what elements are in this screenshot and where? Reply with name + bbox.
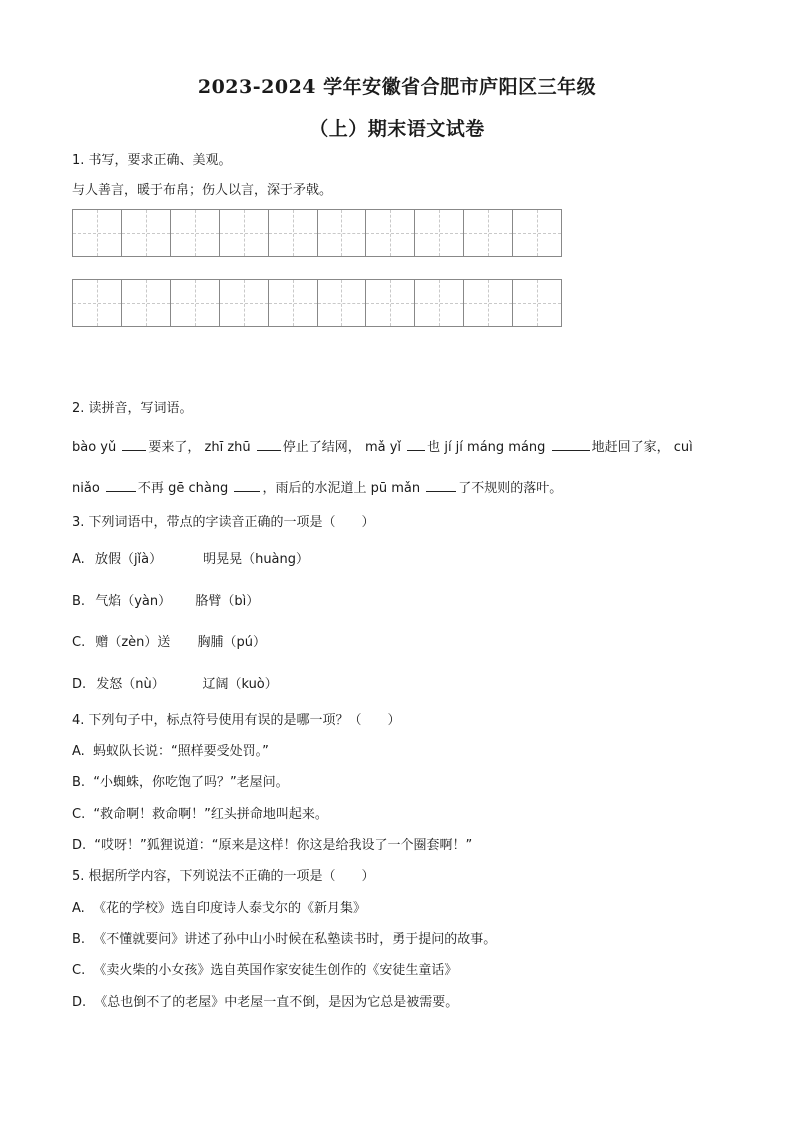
text-segment: 不再 — [137, 481, 164, 496]
grid-cell[interactable] — [268, 210, 317, 256]
option-word-2: 辽阔（kuò） — [202, 677, 278, 692]
text-segment: 停止了结网， — [282, 440, 361, 455]
option-label: B. — [72, 775, 86, 790]
answer-blank[interactable] — [234, 479, 260, 492]
text-segment: 地赶回了家， — [591, 440, 670, 455]
exam-title-line2: （上）期末语文试卷 — [309, 118, 485, 140]
answer-blank[interactable] — [407, 438, 425, 451]
grid-cell[interactable] — [414, 210, 463, 256]
pinyin-mayi: mǎ yǐ — [364, 440, 402, 455]
q4-option-c[interactable] — [72, 806, 328, 824]
q1-prompt: 1. 书写，要求正确、美观。 — [72, 153, 232, 168]
grid-cell[interactable] — [414, 280, 463, 326]
q4-option-b[interactable] — [72, 774, 289, 792]
q1-text: 与人善言，暖于布帛；伤人以言，深于矛戟。 — [72, 183, 333, 198]
option-label: A. — [72, 552, 85, 567]
option-text: “哎呀！”狐狸说道：“原来是这样！你这是给我设了一个圈套啊！” — [94, 838, 473, 853]
option-text: “救命啊！救命啊！”红头拼命地叫起来。 — [93, 807, 328, 822]
option-label: A. — [72, 744, 85, 759]
grid-cell[interactable] — [268, 280, 317, 326]
grid-cell[interactable] — [463, 280, 512, 326]
option-word-2: 明晃晃（huàng） — [203, 552, 310, 567]
option-text: 蚂蚁队长说：“照样要受处罚。” — [92, 744, 269, 759]
q2-line-1 — [72, 438, 693, 457]
exam-title-line1: 2023-2024 学年安徽省合肥市庐阳区三年级 — [197, 76, 597, 98]
q5-prompt: 5. 根据所学内容，下列说法不正确的一项是（ ） — [72, 869, 375, 884]
option-word-2: 胳臂（bì） — [195, 594, 260, 609]
pinyin-gechang: gē chàng — [168, 481, 229, 496]
writing-grid-row-1[interactable] — [72, 209, 562, 257]
grid-cell[interactable] — [365, 210, 414, 256]
answer-blank[interactable] — [257, 438, 281, 451]
option-text: “小蜘蛛，你吃饱了吗？”老屋问。 — [93, 775, 289, 790]
grid-cell[interactable] — [219, 280, 268, 326]
grid-cell[interactable] — [73, 280, 121, 326]
q3-option-b[interactable] — [72, 593, 259, 611]
q5-option-a[interactable] — [72, 900, 366, 918]
pinyin-cui: cuì — [673, 440, 693, 455]
pinyin-baoyu: bào yǔ — [72, 440, 117, 455]
grid-cell[interactable] — [121, 210, 170, 256]
text-segment: 要来了， — [148, 440, 201, 455]
option-text: 《不懂就要问》讲述了孙中山小时候在私塾读书时，勇于提问的故事。 — [93, 932, 497, 947]
text-segment: 也 — [427, 440, 441, 455]
grid-cell[interactable] — [365, 280, 414, 326]
answer-blank[interactable] — [426, 479, 456, 492]
option-label: A. — [72, 901, 85, 916]
pinyin-niao: niǎo — [72, 481, 100, 496]
option-label: C. — [72, 963, 86, 978]
grid-cell[interactable] — [73, 210, 121, 256]
grid-cell[interactable] — [170, 210, 219, 256]
q2-line-2 — [72, 479, 562, 498]
grid-cell[interactable] — [512, 280, 561, 326]
option-word-1: 发怒（nù） — [96, 677, 165, 692]
answer-blank[interactable] — [552, 438, 590, 451]
option-text: 《总也倒不了的老屋》中老屋一直不倒，是因为它总是被需要。 — [94, 995, 459, 1010]
q3-prompt: 3. 下列词语中，带点的字读音正确的一项是（ ） — [72, 515, 375, 530]
option-label: C. — [72, 807, 86, 822]
option-label: D. — [72, 677, 87, 692]
option-label: B. — [72, 594, 86, 609]
writing-grid-row-2[interactable] — [72, 279, 562, 327]
q5-option-d[interactable] — [72, 994, 458, 1012]
option-text: 《卖火柴的小女孩》选自英国作家安徒生创作的《安徒生童话》 — [93, 963, 458, 978]
option-word-1: 放假（jǐà） — [94, 552, 163, 567]
pinyin-jijimangmang: jí jí máng máng — [444, 440, 546, 455]
option-word-1: 赠（zèn）送 — [95, 635, 171, 650]
pinyin-puman: pū mǎn — [370, 481, 421, 496]
option-label: B. — [72, 932, 86, 947]
pinyin-zhizhu: zhī zhū — [204, 440, 251, 455]
q5-option-b[interactable] — [72, 931, 496, 949]
q5-option-c[interactable] — [72, 962, 457, 980]
option-label: D. — [72, 995, 87, 1010]
text-segment: 了不规则的落叶。 — [458, 481, 563, 496]
option-word-2: 胸脯（pú） — [197, 635, 266, 650]
grid-cell[interactable] — [317, 210, 366, 256]
q3-option-d[interactable] — [72, 676, 278, 694]
grid-cell[interactable] — [219, 210, 268, 256]
answer-blank[interactable] — [106, 479, 136, 492]
option-label: C. — [72, 635, 86, 650]
text-segment: ，雨后的水泥道上 — [262, 481, 367, 496]
q4-prompt: 4. 下列句子中，标点符号使用有误的是哪一项？（ ） — [72, 713, 401, 728]
q2-prompt: 2. 读拼音，写词语。 — [72, 401, 193, 416]
answer-blank[interactable] — [122, 438, 146, 451]
q4-option-d[interactable] — [72, 837, 472, 855]
q3-option-a[interactable] — [72, 551, 309, 569]
q3-option-c[interactable] — [72, 634, 266, 652]
q4-option-a[interactable] — [72, 743, 269, 761]
grid-cell[interactable] — [121, 280, 170, 326]
option-label: D. — [72, 838, 87, 853]
grid-cell[interactable] — [317, 280, 366, 326]
grid-cell[interactable] — [170, 280, 219, 326]
option-word-1: 气焰（yàn） — [95, 594, 172, 609]
option-text: 《花的学校》选自印度诗人泰戈尔的《新月集》 — [92, 901, 366, 916]
grid-cell[interactable] — [463, 210, 512, 256]
grid-cell[interactable] — [512, 210, 561, 256]
